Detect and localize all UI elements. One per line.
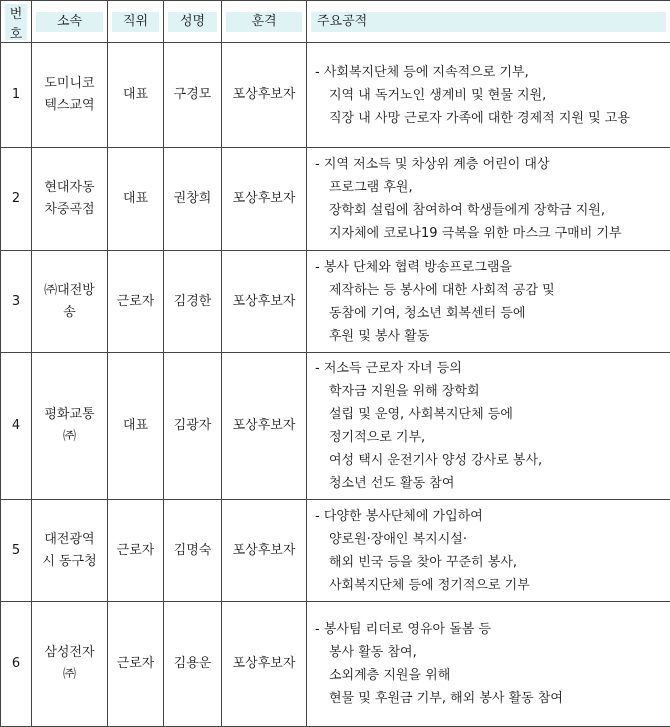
row-org <box>32 148 108 251</box>
header-number <box>1 1 32 43</box>
row-works-line: - 지역 저소득 및 차상위 계층 어린이 대상 <box>315 157 550 172</box>
row-position: 대표 <box>108 43 164 148</box>
row-works-line: 직장 내 사망 근로자 가족에 대한 경제적 지원 및 고용 <box>329 110 630 126</box>
header-org <box>32 1 108 43</box>
row-org-line: 대전광역 <box>44 531 95 547</box>
row-works-line: - 저소득 근로자 자녀 등의 <box>315 361 462 376</box>
row-org-line: 시 동구청 <box>42 553 97 569</box>
row-org-line: 송 <box>63 304 76 320</box>
row-award: 포상후보자 <box>222 353 307 500</box>
row-number: 3 <box>1 251 32 353</box>
row-org-line: 도미니코 <box>44 76 95 91</box>
table-row <box>1 602 670 727</box>
table-row <box>1 148 670 251</box>
row-works-line: 양로원·장애인 복지시설· <box>329 531 467 547</box>
row-org <box>32 602 108 727</box>
row-works-line: 설립 및 운영, 사회복지단체 등에 <box>329 407 513 422</box>
table-row <box>1 43 670 148</box>
row-number: 2 <box>1 148 32 251</box>
row-works <box>307 500 670 602</box>
row-award: 포상후보자 <box>222 500 307 602</box>
row-org <box>32 500 108 602</box>
row-award: 포상후보자 <box>222 148 307 251</box>
row-works-line: 프로그램 후원, <box>329 180 413 195</box>
header-number-line2: 호 <box>9 26 23 42</box>
header-number-line1: 번 <box>9 6 23 22</box>
row-works-line: 소외계층 지원을 위해 <box>329 668 451 683</box>
row-works-line: 지역 내 독거노인 생계비 및 현물 지원, <box>329 87 547 103</box>
table-row <box>1 353 670 500</box>
row-name: 김명숙 <box>164 500 222 602</box>
row-org-line: ㈜ <box>62 667 76 682</box>
header-works-label: 주요공적 <box>311 12 666 32</box>
row-name: 김경한 <box>164 251 222 353</box>
row-works <box>307 148 670 251</box>
row-works <box>307 43 670 148</box>
row-name: 김광자 <box>164 353 222 500</box>
header-org-label: 소속 <box>36 12 103 32</box>
header-works <box>307 1 670 43</box>
row-works-line: 지자체에 코로나19 극복을 위한 마스크 구매비 기부 <box>329 226 622 241</box>
row-org-line: 삼성전자 <box>44 645 95 660</box>
row-position: 대표 <box>108 148 164 251</box>
row-works-line: 장학회 설립에 참여하여 학생들에게 장학금 지원, <box>329 203 605 218</box>
row-award: 포상후보자 <box>222 602 307 727</box>
row-works-line: - 사회복지단체 등에 지속적으로 기부, <box>315 64 529 80</box>
row-works <box>307 353 670 500</box>
row-works <box>307 251 670 353</box>
row-works-line: 제작하는 등 봉사에 대한 사회적 공감 및 <box>329 282 555 298</box>
table-row <box>1 500 670 602</box>
row-works-line: 학자금 지원을 위해 장학회 <box>329 384 480 399</box>
row-number: 6 <box>1 602 32 727</box>
row-org-line: 텍스교역 <box>44 98 95 113</box>
row-works-line: 여성 택시 운전기사 양성 강사로 봉사, <box>329 453 543 468</box>
row-org <box>32 353 108 500</box>
row-number: 4 <box>1 353 32 500</box>
row-works-line: 정기적으로 기부, <box>329 430 426 445</box>
header-row <box>1 1 670 43</box>
row-number: 5 <box>1 500 32 602</box>
row-name: 구경모 <box>164 43 222 148</box>
row-works-line: 봉사 활동 참여, <box>329 645 417 660</box>
header-name <box>164 1 222 43</box>
header-award <box>222 1 307 43</box>
table-row <box>1 251 670 353</box>
row-org <box>32 251 108 353</box>
row-name: 김용운 <box>164 602 222 727</box>
header-position <box>108 1 164 43</box>
row-works-line: - 봉사 단체와 협력 방송프로그램을 <box>315 259 513 275</box>
row-works-line: 청소년 선도 활동 참여 <box>329 476 455 491</box>
row-works-line: 현물 및 후원금 기부, 해외 봉사 활동 참여 <box>329 691 563 706</box>
header-name-label: 성명 <box>168 12 217 32</box>
row-org-line: 현대자동 <box>44 180 95 195</box>
header-award-label: 훈격 <box>226 12 302 32</box>
row-name: 권창희 <box>164 148 222 251</box>
row-org-line: ㈜대전방 <box>44 282 95 298</box>
row-position: 근로자 <box>108 500 164 602</box>
row-number: 1 <box>1 43 32 148</box>
row-works-line: - 봉사팀 리더로 영유아 돌봄 등 <box>315 622 492 637</box>
row-position: 근로자 <box>108 602 164 727</box>
row-works-line: 해외 빈국 등을 찾아 꾸준히 봉사, <box>329 554 518 570</box>
header-position-label: 직위 <box>112 12 159 32</box>
row-works-line: 동참에 기여, 청소년 회복센터 등에 <box>329 305 526 321</box>
row-works-line: 사회복지단체 등에 정기적으로 기부 <box>329 577 530 593</box>
row-position: 대표 <box>108 353 164 500</box>
row-org-line: ㈜ <box>62 429 76 444</box>
row-org-line: 평화교통 <box>44 407 95 422</box>
row-works-line: 후원 및 봉사 활동 <box>329 328 430 344</box>
row-award: 포상후보자 <box>222 43 307 148</box>
row-org <box>32 43 108 148</box>
row-works-line: - 다양한 봉사단체에 가입하여 <box>315 508 483 524</box>
row-works <box>307 602 670 727</box>
row-position: 근로자 <box>108 251 164 353</box>
row-org-line: 차중곡점 <box>44 202 95 217</box>
row-award: 포상후보자 <box>222 251 307 353</box>
